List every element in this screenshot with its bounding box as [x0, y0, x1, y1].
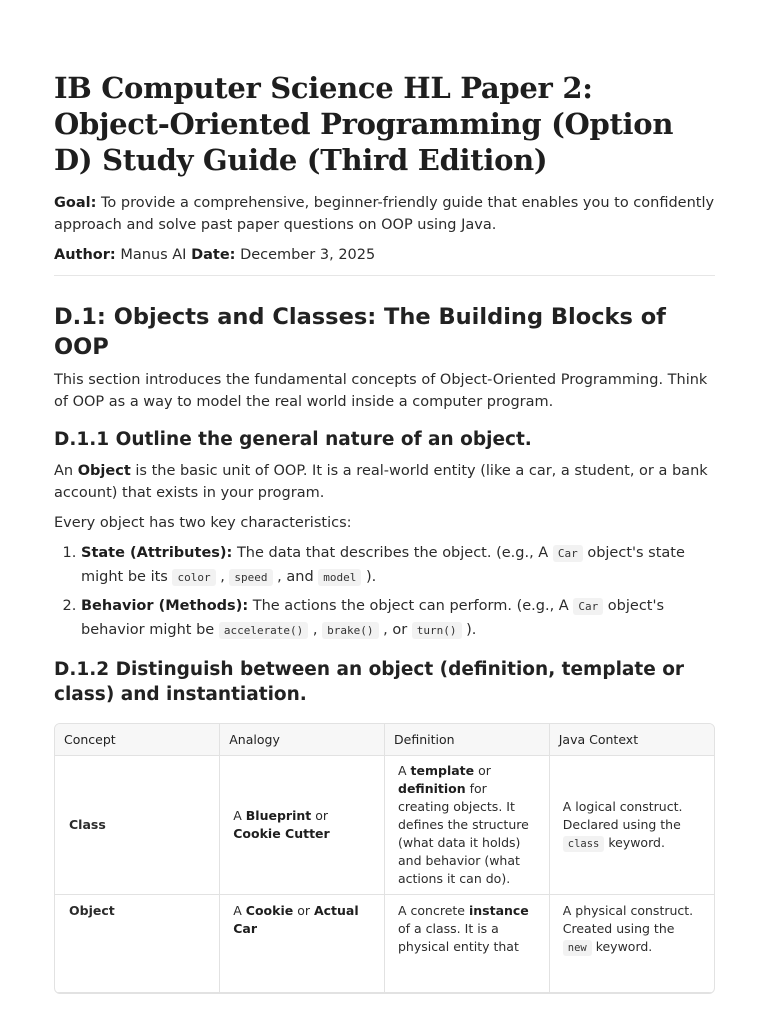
text-span: for creating objects. It defines the structure (what data it holds) and behavior (what actions it can do). — [398, 781, 529, 886]
header-java-context: Java Context — [549, 724, 714, 756]
text-span: ). — [361, 568, 377, 585]
code-accelerate: accelerate() — [219, 622, 308, 639]
definition-term: template — [410, 763, 475, 778]
object-term: Object — [77, 463, 131, 479]
code-turn: turn() — [412, 622, 462, 639]
text-span: , — [215, 568, 230, 585]
text-span: , and — [272, 568, 319, 585]
text-span: of a class. It is a physical entity that — [398, 921, 519, 954]
definition-term: definition — [398, 781, 466, 796]
text-span: A logical construct. Declared using the — [562, 798, 683, 832]
cell-analogy — [220, 895, 385, 993]
table-row — [55, 895, 714, 993]
divider — [54, 275, 715, 276]
code-color: color — [172, 569, 215, 586]
date-label: Date: — [191, 247, 236, 263]
goal-paragraph — [54, 192, 715, 236]
header-analogy: Analogy — [220, 724, 385, 756]
code-new: new — [563, 940, 592, 956]
analogy-term: Blueprint — [245, 808, 312, 823]
subsection-heading-d11: D.1.1 Outline the general nature of an object. — [54, 429, 532, 450]
text-span: or — [311, 808, 329, 823]
text-span: or — [474, 763, 491, 778]
text-span: , — [308, 621, 323, 638]
text-span: The data that describes the object. (e.g., A — [232, 545, 553, 561]
text-span: is the basic unit of OOP. It is a real-world entity (like a car, a student, or a bank account) that exists in your program. — [54, 463, 708, 501]
text-span: The actions the object can perform. (e.g., A — [248, 598, 574, 614]
code-speed: speed — [229, 569, 272, 586]
section-intro: This section introduces the fundamental concepts of Object-Oriented Programming. Think of OOP as a way to model the real world inside a computer program. — [54, 372, 708, 410]
code-car: Car — [553, 545, 583, 562]
header-concept: Concept — [55, 724, 220, 756]
text-span: object's behavior might be — [81, 598, 665, 638]
goal-label: Goal: — [54, 195, 97, 211]
table-header-row — [55, 724, 714, 756]
text-span: ). — [461, 621, 477, 638]
cell-concept: Class — [55, 756, 220, 895]
author-name: Manus AI — [115, 247, 192, 263]
state-term: State (Attributes): — [81, 545, 233, 561]
code-model: model — [318, 569, 361, 586]
text-span: A concrete — [398, 903, 469, 918]
date-value: December 3, 2025 — [235, 247, 376, 263]
cell-definition — [385, 895, 550, 993]
analogy-term: Cookie Cutter — [233, 826, 330, 841]
text-span: , or — [378, 621, 412, 638]
header-definition: Definition — [385, 724, 550, 756]
cell-concept: Object — [55, 895, 220, 993]
subsection-heading-d12: D.1.2 Distinguish between an object (definition, template or class) and instantiation. — [54, 659, 685, 705]
table-row — [55, 756, 714, 895]
text-span: A — [233, 903, 246, 918]
goal-text: To provide a comprehensive, beginner-friendly guide that enables you to confidently approach and solve past paper questions on OOP using Java. — [54, 195, 715, 233]
document-page — [54, 70, 715, 994]
document-title: IB Computer Science HL Paper 2: Object-Oriented Programming (Option D) Study Guide (Third Edition) — [54, 71, 674, 177]
author-line — [54, 244, 715, 266]
characteristics-list — [54, 542, 715, 642]
code-brake: brake() — [322, 622, 378, 639]
code-car: Car — [573, 598, 603, 615]
text-span: object's state might be its — [81, 545, 685, 585]
text-span: keyword. — [604, 834, 665, 850]
text-span: A — [398, 763, 411, 778]
text-span: keyword. — [591, 939, 653, 954]
characteristics-intro: Every object has two key characteristics: — [54, 515, 352, 531]
code-class: class — [563, 836, 605, 852]
analogy-term: Actual Car — [233, 903, 359, 936]
behavior-term: Behavior (Methods): — [81, 598, 249, 614]
list-item-state — [81, 542, 715, 589]
object-definition-paragraph — [54, 460, 715, 504]
cell-definition — [385, 756, 550, 895]
comparison-table — [54, 723, 715, 994]
author-label: Author: — [54, 247, 116, 263]
definition-term: instance — [468, 903, 529, 918]
analogy-term: Cookie — [245, 903, 294, 918]
cell-java-context — [549, 895, 714, 993]
section-heading-d1: D.1: Objects and Classes: The Building Blocks of OOP — [54, 304, 666, 360]
text-span: An — [54, 463, 78, 479]
list-item-behavior — [81, 595, 715, 642]
text-span: A — [233, 808, 246, 823]
text-span: A physical construct. Created using the — [562, 903, 694, 936]
cell-analogy — [220, 756, 385, 895]
cell-java-context — [549, 756, 714, 895]
text-span: or — [293, 903, 314, 918]
